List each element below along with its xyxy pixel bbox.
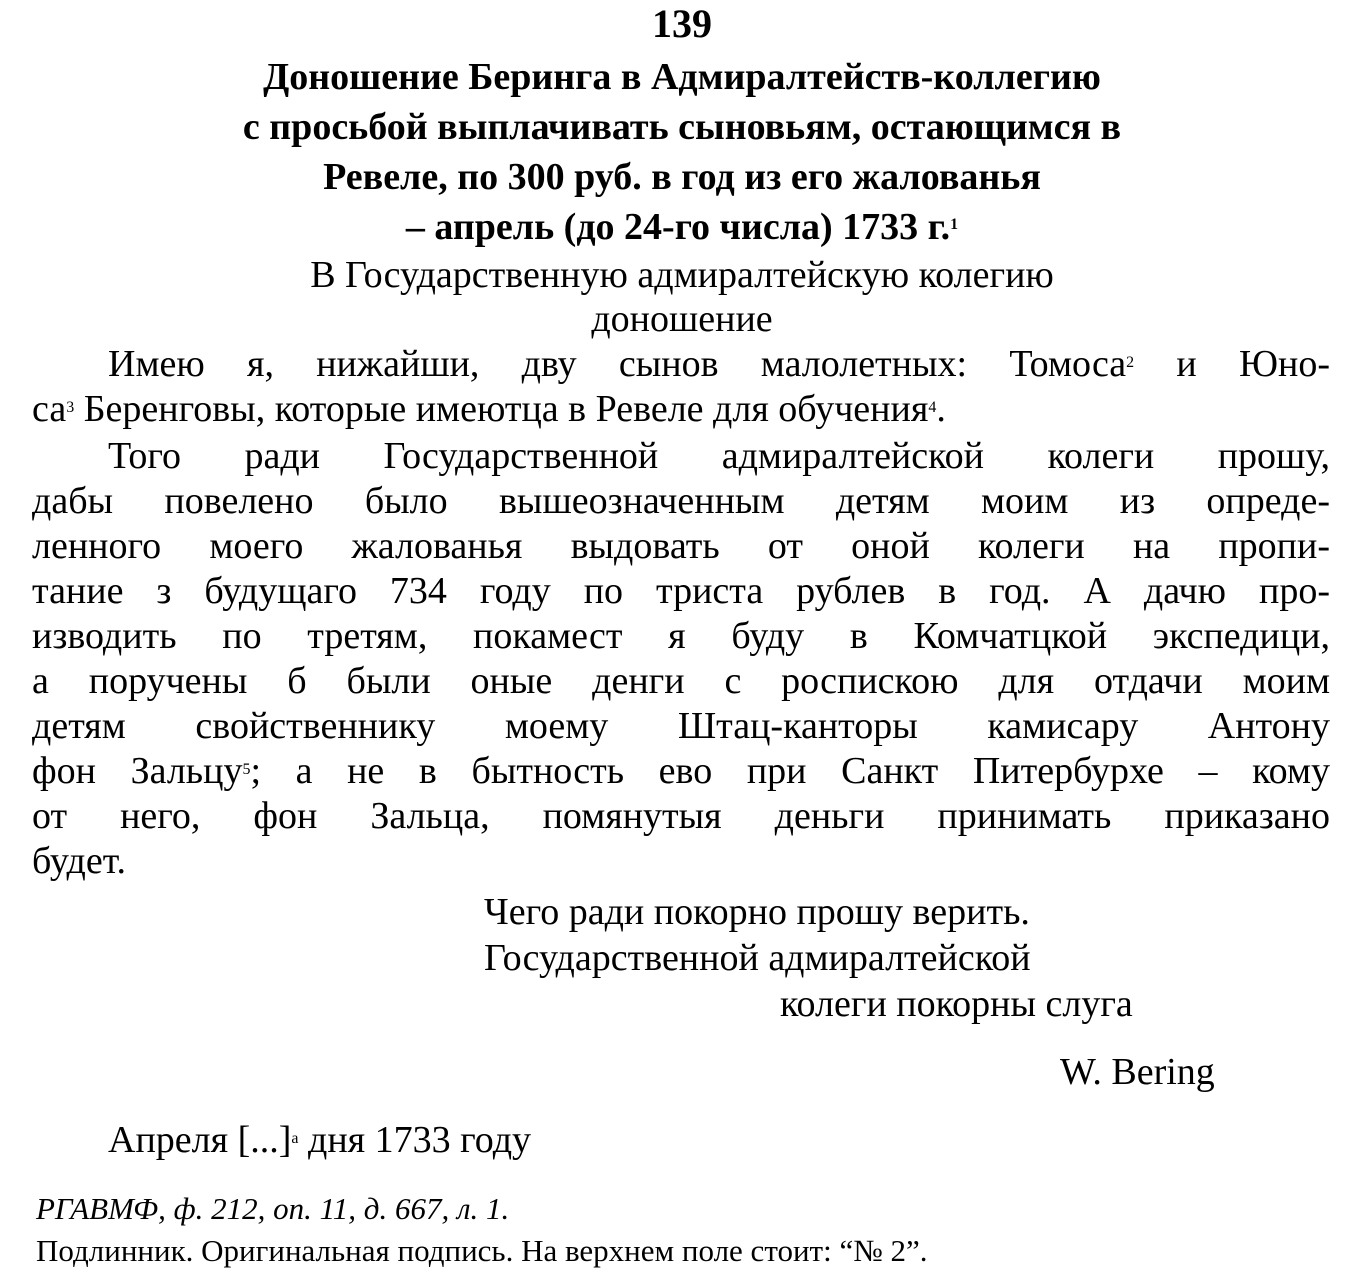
p2-text-a: фон Зальцу	[32, 750, 243, 792]
footnote-a-marker: а	[291, 1130, 299, 1147]
date-text-b: дня 1733 году	[298, 1119, 532, 1161]
signature: W. Bering	[1060, 1051, 1215, 1093]
paragraph-2-line-8	[32, 749, 1330, 794]
p1-text-c: са	[32, 388, 67, 430]
paragraph-2-line-4: тание з будущаго 734 году по триста рублев в год. А дачю про-	[32, 570, 1330, 612]
p2-text-b: ; а не в бытность ево при Санкт Питербурхе – кому	[250, 750, 1331, 792]
title-line-4	[0, 202, 1364, 252]
date-text-a: Апреля [...]	[108, 1119, 292, 1161]
footnote-3-marker: 3	[66, 399, 75, 416]
paragraph-2-line-7: детям свойственнику моему Штац-канторы камисару Антону	[32, 705, 1330, 747]
closing-line-1: Чего ради покорно прошу верить.	[484, 891, 1030, 933]
title-line-3: Ревеле, по 300 руб. в год из его жалованья	[323, 156, 1041, 198]
title-line-1: Доношение Беринга в Адмиралтейств-коллегию	[263, 56, 1101, 98]
paragraph-2-line-9: от него, фон Зальца, помянутыя деньги принимать приказано	[32, 795, 1330, 837]
address-line: В Государственную адмиралтейскую колегию	[310, 254, 1054, 296]
p1-text-e: .	[936, 388, 946, 430]
p1-text-a: Имею я, нижайши, дву сынов малолетных: Томоса	[108, 343, 1127, 385]
closing-line-3: колеги покорны слуга	[780, 983, 1133, 1025]
paragraph-1-line-1	[108, 342, 1330, 387]
document-kind: доношение	[591, 298, 773, 340]
paragraph-2-line-3: ленного моего жалованья выдовать от оной колеги на пропи-	[32, 525, 1330, 567]
date-line	[108, 1118, 531, 1163]
paragraph-2-line-2: дабы повелено было вышеозначенным детям моим из опреде-	[32, 480, 1330, 522]
archival-note: Подлинник. Оригинальная подпись. На верхнем поле стоит: “№ 2”.	[36, 1233, 928, 1268]
footnote-4-marker: 4	[928, 399, 937, 416]
p1-text-d: Беренговы, которые имеютца в Ревеле для обучения	[74, 388, 929, 430]
title-line-4-text: – апрель (до 24-го числа) 1733 г.	[405, 206, 951, 248]
paragraph-2-line-10: будет.	[32, 840, 126, 882]
paragraph-2-line-6: а поручены б были оные денги с роспискою для отдачи моим	[32, 660, 1330, 702]
archive-source: РГАВМФ, ф. 212, оп. 11, д. 667, л. 1.	[36, 1191, 510, 1226]
paragraph-2-line-1: Того ради Государственной адмиралтейской колеги прошу,	[108, 435, 1330, 477]
footnote-5-marker: 5	[242, 761, 251, 778]
paragraph-2-line-5: изводить по третям, покамест я буду в Комчатцкой экспедици,	[32, 615, 1330, 657]
paragraph-1-line-2	[32, 387, 946, 432]
closing-line-2: Государственной адмиралтейской	[484, 937, 1031, 979]
title-footnote-marker: 1	[950, 216, 959, 233]
title-line-2: с просьбой выплачивать сыновьям, остающимся в	[242, 106, 1122, 148]
footnote-2-marker: 2	[1126, 354, 1135, 371]
p1-text-b: и Юно-	[1134, 343, 1330, 385]
document-number: 139	[652, 1, 712, 46]
